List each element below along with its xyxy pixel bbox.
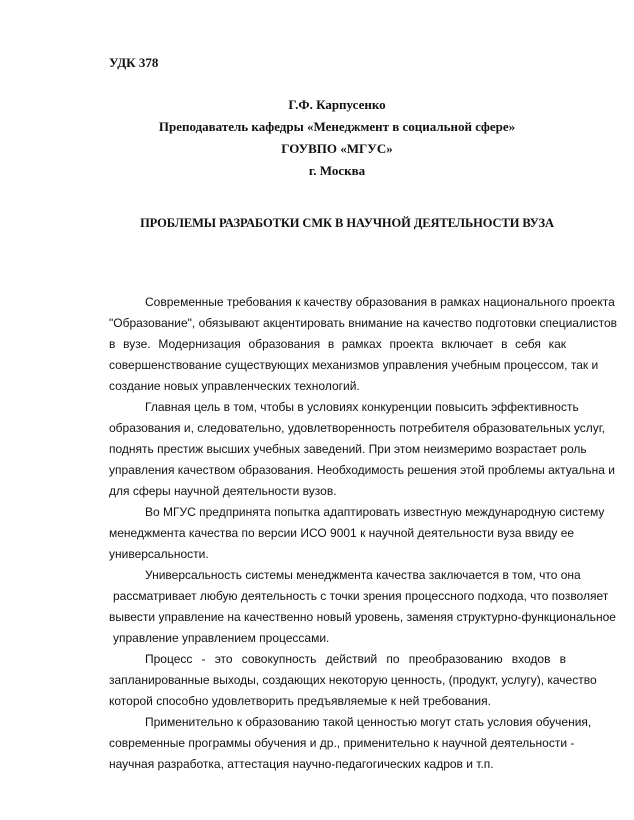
body-line: "Образование", обязывают акцентировать внимание на качество подготовки специалистов <box>109 316 618 330</box>
body-line: создание новых управленческих технологий. <box>109 379 360 393</box>
body-line: менеджмента качества по версии ИСО 9001 к научной деятельности вуза ввиду ее <box>109 526 575 540</box>
author-city: г. Москва <box>308 163 366 178</box>
body-line: которой способно удовлетворить предъявляемые к ней требования. <box>109 694 491 708</box>
body-line: Современные требования к качеству образования в рамках национального проекта <box>145 295 615 309</box>
body-line: Главная цель в том, чтобы в условиях конкуренции повысить эффективность <box>145 400 579 414</box>
udk-code: УДК 378 <box>109 55 159 70</box>
body-line: вывести управление на качественно новый уровень, заменяя структурно-функциональное <box>109 610 616 624</box>
body-line: рассматривает любую деятельность с точки зрения процессного подхода, что позволяет <box>113 589 609 603</box>
body-line: образования и, следовательно, удовлетворенность потребителя образовательных услуг, <box>109 421 605 435</box>
body-line: совершенствование существующих механизмов управления учебным процессом, так и <box>109 358 599 372</box>
body-line: научная разработка, аттестация научно-педагогических кадров и т.п. <box>109 757 494 771</box>
body-line: Применительно к образованию такой ценностью могут стать условия обучения, <box>145 715 592 729</box>
author-organization: ГОУВПО «МГУС» <box>281 141 393 156</box>
author-position: Преподаватель кафедры «Менеджмент в социальной сфере» <box>158 119 516 134</box>
body-line: в вузе. Модернизация образования в рамках проекта включает в себя как <box>109 337 566 351</box>
author-block <box>100 94 574 182</box>
body-line: Процесс - это совокупность действий по преобразованию входов в <box>145 652 566 666</box>
body-line: Универсальность системы менеджмента качества заключается в том, что она <box>145 568 581 582</box>
body-line: управления качеством образования. Необходимость решения этой проблемы актуальна и <box>109 463 615 477</box>
article-title: ПРОБЛЕМЫ РАЗРАБОТКИ СМК В НАУЧНОЙ ДЕЯТЕЛЬНОСТИ ВУЗА <box>140 216 554 230</box>
body-line: универсальности. <box>109 547 209 561</box>
body-line: запланированные выходы, создающих некоторую ценность, (продукт, услугу), качество <box>109 673 597 687</box>
body-line: Во МГУС предпринята попытка адаптировать известную международную систему <box>145 505 605 519</box>
body-line: для сферы научной деятельности вузов. <box>109 484 337 498</box>
body-line: поднять престиж высших учебных заведений. При этом неизмеримо возрастает роль <box>109 442 587 456</box>
body-line: современные программы обучения и др., применительно к научной деятельности - <box>109 736 575 750</box>
author-name: Г.Ф. Карпусенко <box>288 97 386 112</box>
body-line: управление управлением процессами. <box>113 631 330 645</box>
